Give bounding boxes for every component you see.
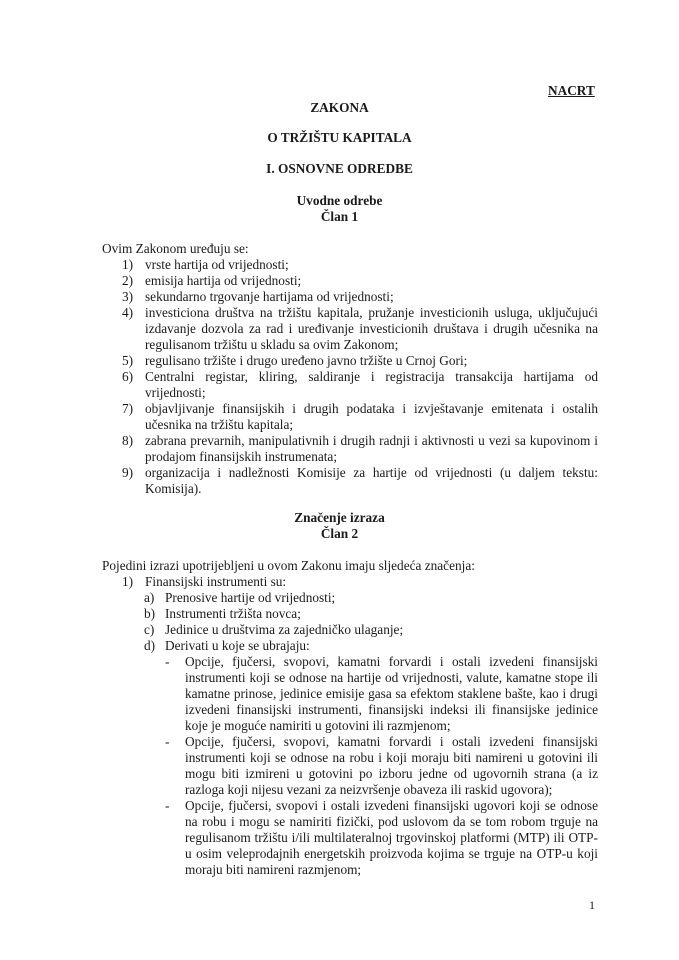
article1-list [102,257,598,497]
section-heading: I. OSNOVNE ODREDBE [266,161,413,176]
list-item: 2) emisija hartija od vrijednosti; [122,273,302,288]
dash-list-item: - Opcije, fjučersi, svopovi, kamatni forvardi i ostali izvedeni finansijski instrumenti koji se odnose na hartije od vrijednosti, valute, kamatne stope ili kamatne prinose, jedinice emisije gasa sa efektom staklene bašte, kao i drugi izvedeni finansijski instrumenti, finansijski indeksi ili finansijske jedinice koje je moguće namiriti u gotovini ili razmjenom; [165,654,598,733]
sub-list-item: c) Jedinice u društvima za zajedničko ulaganje; [144,622,404,637]
article1-heading: Uvodne odrebe [296,193,383,208]
document-title-line2: O TRŽIŠTU KAPITALA [267,130,412,145]
dash-list-item: - Opcije, fjučersi, svopovi, kamatni forvardi i ostali izvedeni finansijski instrumenti koji se odnose na robu i koji moraju biti namireni u gotovini ili mogu biti izmireni u gotovini po izboru jedne od ugovornih strana (a iz razloga koji nijesu vezani za neizvršenje obaveza ili raskid ugovora); [165,734,598,797]
article2-intro: Pojedini izrazi upotrijebljeni u ovom Zakonu imaju sljedeća značenja: [102,558,475,573]
document-title-line1: ZAKONA [310,100,369,115]
dash-list-item: - Opcije, fjučersi, svopovi i ostali izvedeni finansijski ugovori koji se odnose na robu i mogu se namiriti fizički, pod uslovom da se tom robom trguje na regulisanom tržištu i/ili multilateralnoj trgovinskoj platformi (MTP) ili OTP-u osim veleprodajnih energetskih proizvoda kojima se trguje na OTP-u koji moraju biti namireni razmjenom; [165,798,598,877]
article2-list [102,574,598,878]
list-item: 8) zabrana prevarnih, manipulativnih i drugih radnji i aktivnosti u vezi sa kupovinom i prodajom finansijskih instrumenata; [122,433,598,464]
list-item: 1) Finansijski instrumenti su: [122,574,287,589]
article2-heading: Značenje izraza [294,510,385,525]
list-item: 4) investiciona društva na tržištu kapitala, pružanje investicionih usluga, uključujući izdavanje dozvola za rad i uređivanje investicionih društava i drugih učesnika na regulisanom tržištu u skladu sa ovim Zakonom; [122,305,598,352]
list-item: 9) organizacija i nadležnosti Komisije za hartije od vrijednosti (u daljem tekstu: Komisija). [122,465,598,496]
article1-number: Član 1 [320,209,359,224]
list-item: 6) Centralni registar, kliring, saldiranje i registracija transakcija hartijama od vrijednosti; [122,369,598,400]
article1-intro: Ovim Zakonom uređuju se: [102,241,249,256]
list-item: 7) objavljivanje finansijskih i drugih podataka i izvještavanje emitenata i ostalih učesnika na tržištu kapitala; [122,401,598,432]
list-item: 5) regulisano tržište i drugo uređeno javno tržište u Crnoj Gori; [122,353,468,368]
sub-list-item: a) Prenosive hartije od vrijednosti; [144,590,336,605]
sub-list-item: d) Derivati u koje se ubrajaju: [144,638,310,653]
draft-label: NACRT [548,83,595,98]
list-item: 1) vrste hartija od vrijednosti; [122,257,289,272]
article2-number: Član 2 [320,526,359,541]
page-number: 1 [589,898,595,912]
list-item: 3) sekundarno trgovanje hartijama od vrijednosti; [122,289,394,304]
sub-list-item: b) Instrumenti tržišta novca; [144,606,301,621]
